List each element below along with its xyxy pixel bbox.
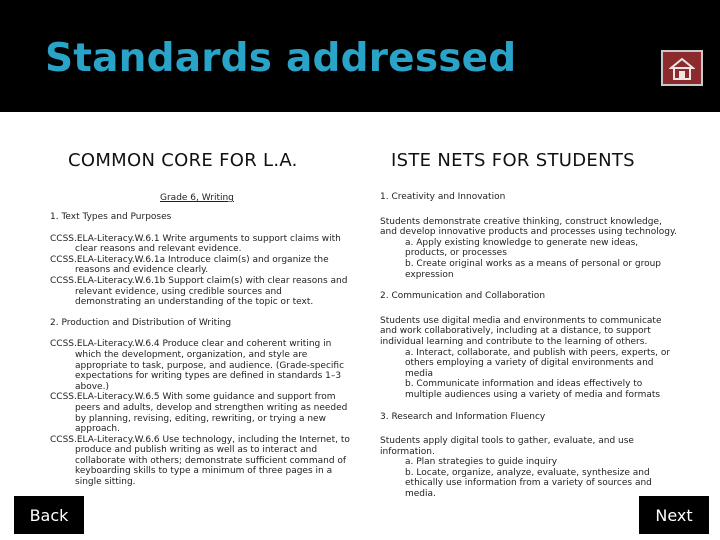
section-creativity: 1. Creativity and Innovation [380,192,506,202]
standard-w61b: CCSS.ELA-Literacy.W.6.1b Support claim(s) with clear reasons and relevant evidence, using credible sources and demonstrating an understanding of the topic or text. [50,275,348,308]
page-title: Standards addressed [45,36,517,81]
communication-item-a: a. Interact, collaborate, and publish with peers, experts, or others employing a variety of digital environments and media [405,347,671,379]
creativity-item-a: a. Apply existing knowledge to generate new ideas, products, or processes [405,237,639,259]
creativity-item-b: b. Create original works as a means of personal or group expression [405,258,662,280]
research-text: Students apply digital tools to gather, evaluate, and use information. [380,436,634,457]
standard-w65: CCSS.ELA-Literacy.W.6.5 With some guidance and support from peers and adults, develop and strengthen writing as needed by planning, revising, editing, rewriting, or trying a new approach. [50,392,348,435]
next-button[interactable]: Next [639,496,709,534]
standard-w61: CCSS.ELA-Literacy.W.6.1 Write arguments to support claims with clear reasons and relevant evidence. [50,233,341,255]
common-core-column [50,212,350,488]
creativity-text: Students demonstrate creative thinking, construct knowledge, and develop innovative products and processes using technology. [380,216,677,238]
back-button[interactable]: Back [14,496,84,534]
grade-label: Grade 6, Writing [160,193,234,203]
home-button[interactable] [661,50,703,86]
standard-w64: CCSS.ELA-Literacy.W.6.4 Produce clear and coherent writing in which the development, organization, and style are appropriate to task, purpose, and audience. (Grade-specific expectations for writing types are defined in standards 1–3 above.) [50,339,345,392]
communication-item-b: b. Communicate information and ideas effectively to multiple audiences using a variety of media and formats [405,379,661,400]
section-production: 2. Production and Distribution of Writing [50,317,232,328]
common-core-heading: COMMON CORE FOR L.A. [68,150,298,171]
section-text-types: 1. Text Types and Purposes [50,212,172,222]
iste-nets-column [380,192,680,511]
home-icon [669,57,695,81]
iste-nets-heading: ISTE NETS FOR STUDENTS [391,150,635,171]
research-item-b: b. Locate, organize, analyze, evaluate, synthesize and ethically use information from a variety of sources and media. [405,467,652,500]
section-communication: 2. Communication and Collaboration [380,291,546,302]
research-item-a: a. Plan strategies to guide inquiry [405,457,558,468]
section-research: 3. Research and Information Fluency [380,411,546,422]
standard-w66: CCSS.ELA-Literacy.W.6.6 Use technology, including the Internet, to produce and publish writing as well as to interact and collaborate with others; demonstrate sufficient command of keyboarding skills to type a minimum of three pages in a single sitting. [50,434,350,488]
standard-w61a: CCSS.ELA-Literacy.W.6.1a Introduce claim(s) and organize the reasons and evidence clearly. [50,254,329,276]
title-bar [0,0,720,112]
communication-text: Students use digital media and environments to communicate and work collaboratively, including at a distance, to support individual learning and contribute to the learning of others. [380,315,662,347]
